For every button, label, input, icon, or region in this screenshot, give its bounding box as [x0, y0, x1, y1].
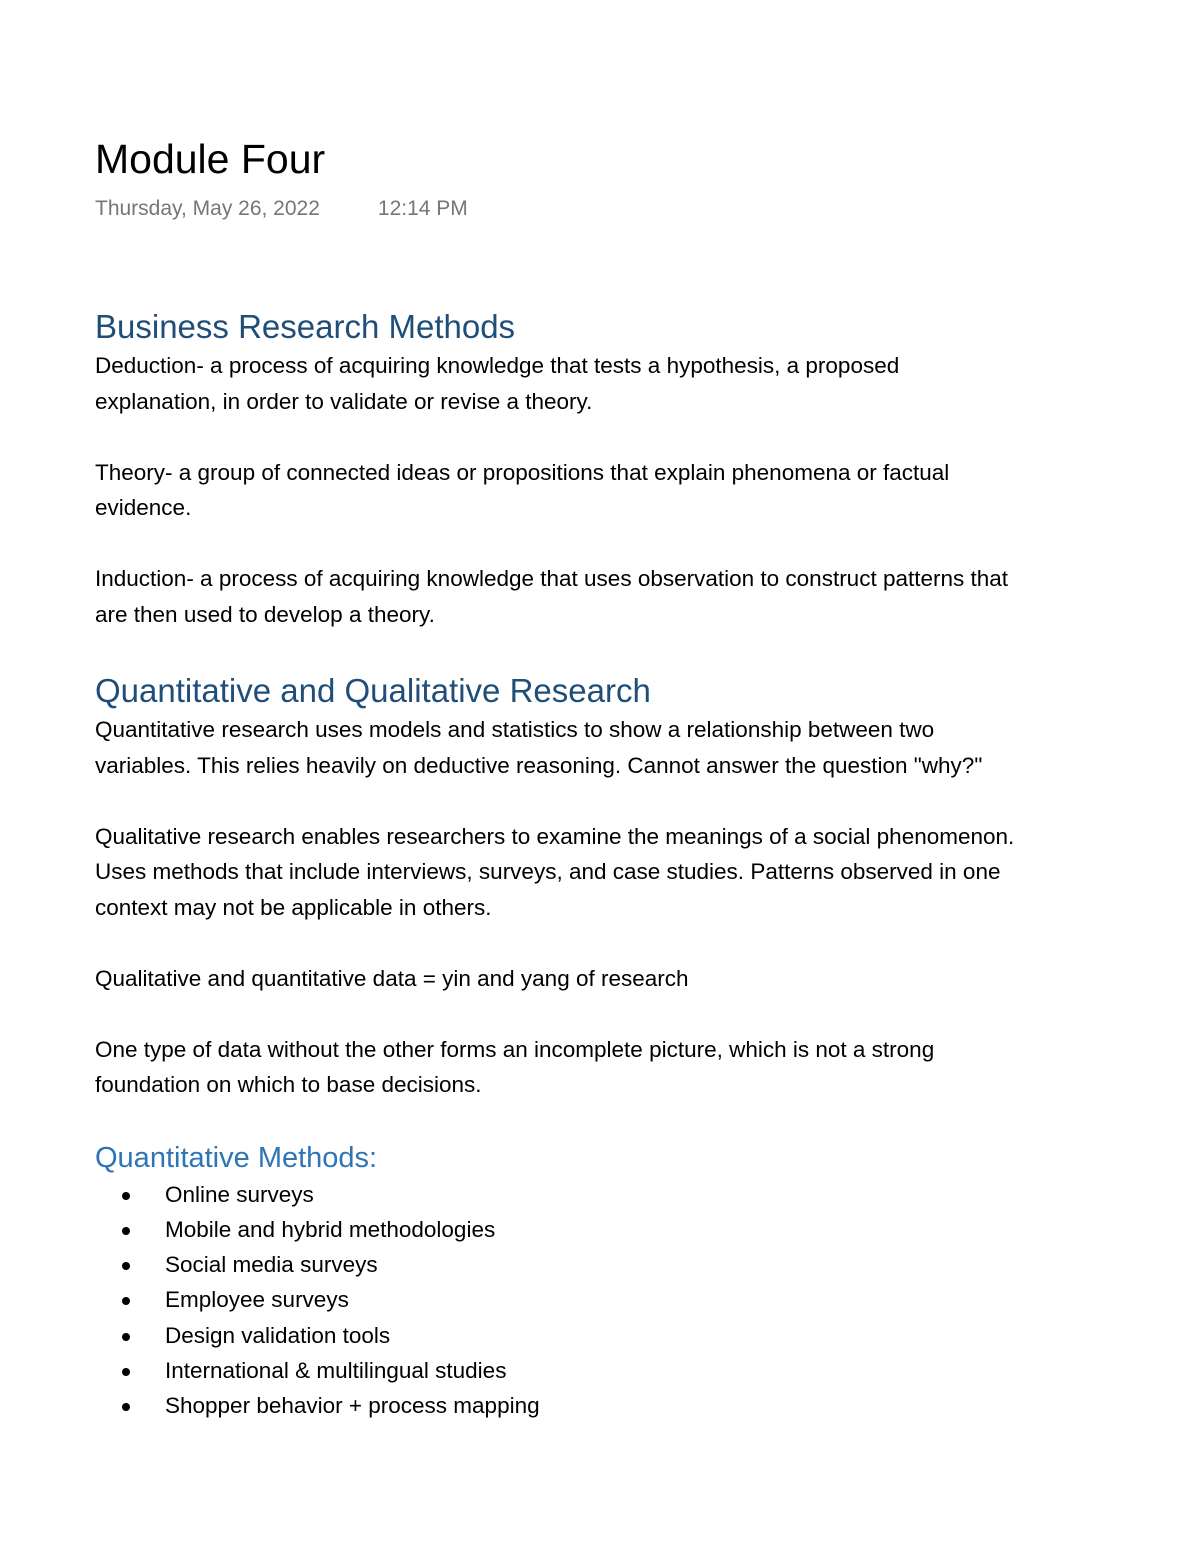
page-timestamp [95, 194, 1190, 224]
heading-quant-methods: Quantitative Methods: [95, 1141, 378, 1174]
section-business-research [95, 306, 1190, 632]
heading-quant-qual: Quantitative and Qualitative Research [95, 672, 651, 709]
list-item [95, 1388, 1190, 1423]
incomplete-line-1: One type of data without the other forms an incomplete picture, which is not a strong [95, 1036, 935, 1062]
bullet-icon [122, 1333, 130, 1341]
heading-business-research: Business Research Methods [95, 308, 516, 345]
theory-line-2: evidence. [95, 495, 192, 520]
induction-line-2: are then used to develop a theory. [95, 601, 435, 627]
incomplete-line-2: foundation on which to base decisions. [95, 1072, 482, 1097]
note-content [95, 130, 1190, 1435]
qualitative-line-2: Uses methods that include interviews, surveys, and case studies. Patterns observed in one [95, 859, 1001, 884]
bullet-icon [122, 1297, 130, 1305]
list-item [95, 1177, 1190, 1212]
list-item-text: Online surveys [165, 1181, 314, 1207]
page-title: Module Four [95, 136, 326, 182]
list-item [95, 1318, 1190, 1353]
section-quant-qual [95, 670, 1190, 1103]
induction-line-1: Induction- a process of acquiring knowledge that uses observation to construct patterns that [95, 566, 1009, 591]
section-quant-methods [95, 1139, 1190, 1424]
list-item [95, 1282, 1190, 1317]
list-item [95, 1212, 1190, 1247]
list-item-text: International & multilingual studies [165, 1357, 507, 1383]
bullet-icon [122, 1403, 130, 1411]
page-date: Thursday, May 26, 2022 [95, 197, 320, 220]
methods-list [95, 1177, 1190, 1424]
qualitative-line-1: Qualitative research enables researchers to examine the meanings of a social phenomenon. [95, 823, 1015, 849]
list-item [95, 1247, 1190, 1282]
list-item-text: Social media surveys [165, 1252, 378, 1278]
list-item-text: Mobile and hybrid methodologies [165, 1216, 496, 1242]
yin-yang-line: Qualitative and quantitative data = yin and yang of research [95, 965, 689, 991]
bullet-icon [122, 1227, 130, 1235]
deduction-line-1: Deduction- a process of acquiring knowledge that tests a hypothesis, a proposed [95, 353, 900, 378]
bullet-icon [122, 1262, 130, 1270]
page-time: 12:14 PM [377, 197, 468, 220]
quantitative-line-2: variables. This relies heavily on deductive reasoning. Cannot answer the question "why?" [95, 752, 983, 778]
quantitative-line-1: Quantitative research uses models and statistics to show a relationship between two [95, 717, 935, 742]
qualitative-line-3: context may not be applicable in others. [95, 894, 492, 920]
theory-line-1: Theory- a group of connected ideas or propositions that explain phenomena or factual [95, 459, 950, 485]
list-item-text: Employee surveys [165, 1287, 349, 1313]
bullet-icon [122, 1368, 130, 1376]
list-item-text: Shopper behavior + process mapping [165, 1393, 540, 1419]
list-item [95, 1353, 1190, 1388]
list-item-text: Design validation tools [165, 1322, 391, 1348]
deduction-line-2: explanation, in order to validate or revise a theory. [95, 388, 593, 414]
bullet-icon [122, 1192, 130, 1200]
